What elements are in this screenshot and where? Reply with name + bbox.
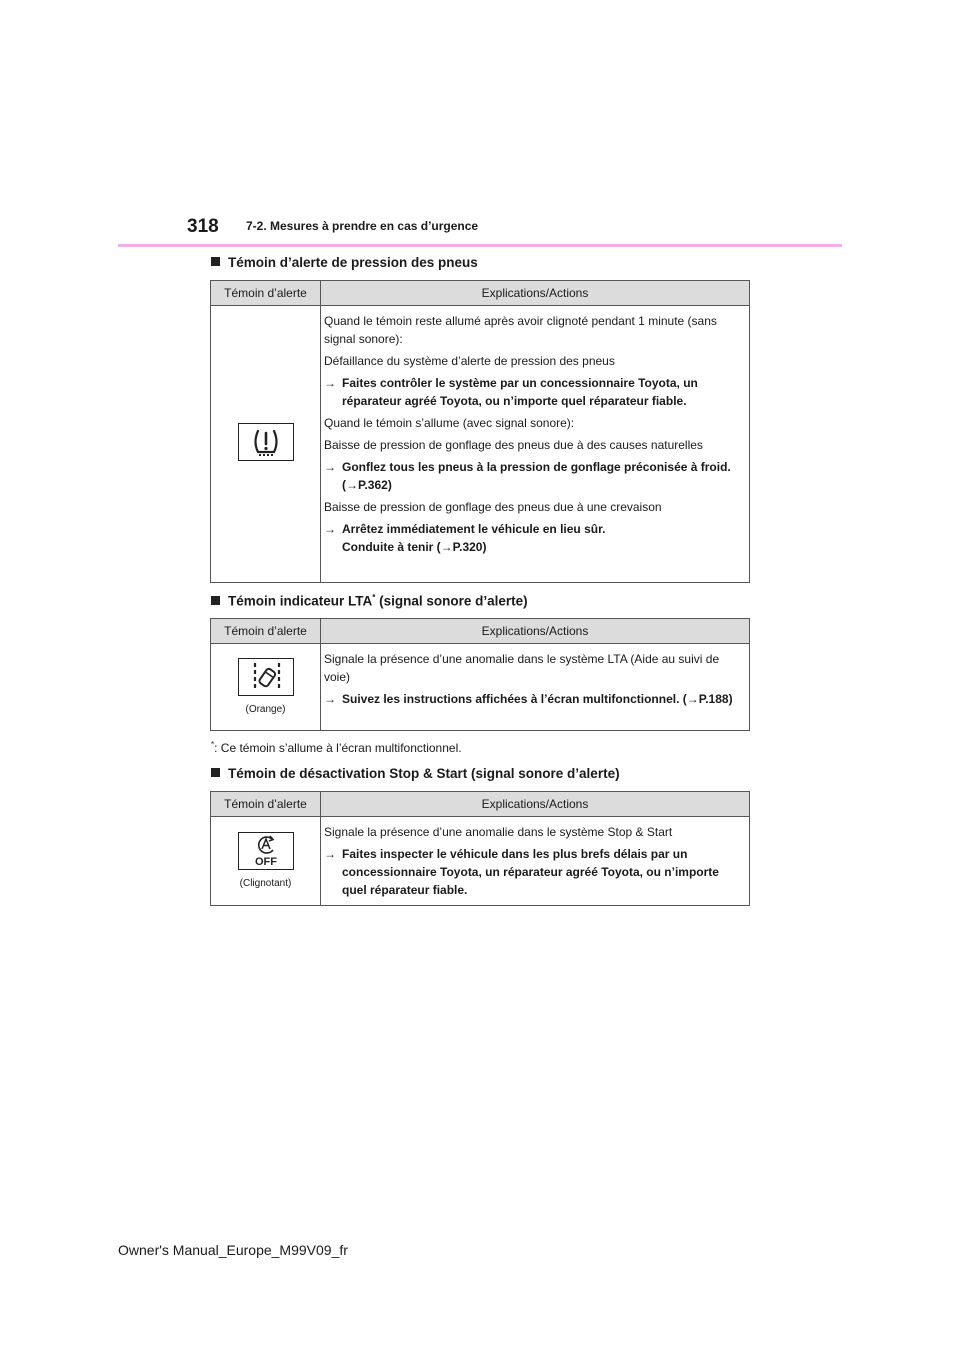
action-text: → Faites contrôler le système par un concessionnaire Toyota, un réparateur agréé Toyota, ou n’importe quel réparateur fiable. [324,376,698,408]
arrow-icon: → [324,692,336,706]
header-rule [118,244,842,247]
arrow-icon: → [324,460,336,474]
table-row [211,306,750,583]
indicator-caption: (Clignotant) [239,877,292,889]
bullet-square-icon [211,768,220,777]
arrow-icon: → [324,522,336,536]
bullet-square-icon [211,596,220,605]
arrow-icon: → [324,847,336,861]
cause-text: Baisse de pression de gonflage des pneus due à des causes naturelles [324,438,703,452]
action-text: → Faites inspecter le véhicule dans les plus brefs délais par un concessionnaire Toyota, un réparateur agréé Toyota, ou n’importe quel réparateur fiable. [324,847,719,897]
table-row [211,644,750,731]
explanation-cell [321,817,750,906]
table-header-row [211,281,750,306]
table-stop-start [210,791,750,906]
heading-lta [211,593,528,609]
condition-text: Quand le témoin reste allumé après avoir clignoté pendant 1 minute (sans signal sonore): [324,314,717,346]
condition-text: Signale la présence d’une anomalie dans le système LTA (Aide au suivi de voie) [324,652,720,684]
tire-pressure-warning-icon [238,423,294,461]
action-text: → Arrêtez immédiatement le véhicule en lieu sûr. Conduite à tenir (→P.320) [324,522,606,554]
heading-tire-pressure [211,255,478,270]
condition-text: Quand le témoin s’allume (avec signal sonore): [324,416,575,430]
lane-tracing-assist-icon [238,658,294,696]
page-number: 318 [187,216,219,237]
arrow-icon: → [324,376,336,390]
heading-text: Témoin indicateur LTA [228,593,373,609]
cause-text: Défaillance du système d’alerte de pression des pneus [324,354,615,368]
off-label: OFF [254,855,277,868]
stop-start-off-icon [238,832,294,870]
col-indicator-header: Témoin d’alerte [211,792,321,817]
indicator-caption: (Orange) [245,703,286,715]
heading-text: Témoin de désactivation Stop & Start (signal sonore d’alerte) [228,766,620,781]
col-explanation-header: Explications/Actions [321,792,750,817]
heading-suffix: (signal sonore d’alerte) [375,593,528,609]
col-indicator-header: Témoin d’alerte [211,281,321,306]
footer-manual-id: Owner's Manual_Europe_M99V09_fr [118,1242,348,1258]
footnote-mark: * [211,740,215,749]
explanation-cell [321,306,750,583]
table-lta [210,618,750,731]
table-row [211,817,750,906]
page-ref-link[interactable]: P.320) [452,540,487,554]
page-ref-link[interactable]: P.188) [698,692,733,706]
table-header-row [211,619,750,644]
page-ref-arrow-icon: → [686,692,699,706]
page-ref-arrow-icon: → [346,478,358,492]
heading-text: Témoin d’alerte de pression des pneus [228,255,478,270]
page-ref-arrow-icon: → [440,540,453,554]
indicator-cell [211,306,321,583]
bullet-square-icon [211,257,220,266]
footnote-mark: * [372,593,376,602]
explanation-cell [321,644,750,731]
col-indicator-header: Témoin d’alerte [211,619,321,644]
col-explanation-header: Explications/Actions [321,281,750,306]
action-text: → Suivez les instructions affichées à l’écran multifonctionnel. (→P.188) [324,692,733,706]
footnote [211,740,462,755]
table-header-row [211,792,750,817]
cause-text: Baisse de pression de gonflage des pneus due à une crevaison [324,500,662,514]
table-tire-pressure [210,280,750,583]
action-text: → Gonflez tous les pneus à la pression de gonflage préconisée à froid. (→P.362) [324,460,731,492]
indicator-cell [211,817,321,906]
section-title: 7-2. Mesures à prendre en cas d’urgence [246,219,479,233]
col-explanation-header: Explications/Actions [321,619,750,644]
heading-stop-start [211,766,620,781]
footnote-text: : Ce témoin s’allume à l’écran multifonctionnel. [214,741,462,755]
indicator-cell [211,644,321,731]
page-ref-link[interactable]: P.362) [358,478,392,492]
condition-text: Signale la présence d’une anomalie dans le système Stop & Start [324,825,673,839]
